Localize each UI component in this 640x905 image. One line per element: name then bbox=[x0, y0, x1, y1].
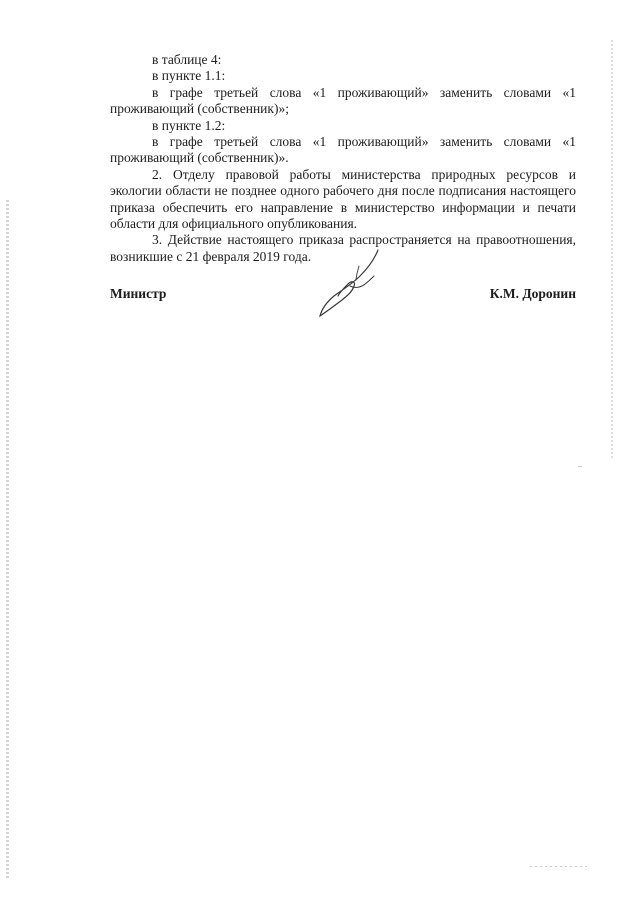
scan-speck bbox=[578, 466, 582, 467]
scan-edge-left bbox=[6, 200, 9, 880]
paragraph-item-1-1-change: в графе третьей слова «1 проживающий» заменить словами «1 проживающий (собственник)»; bbox=[110, 84, 576, 117]
signature-block bbox=[110, 286, 576, 306]
paragraph-item-1-2-change: в графе третьей слова «1 проживающий» заменить словами «1 проживающий (собственник)». bbox=[110, 134, 576, 166]
document-body bbox=[110, 52, 576, 265]
handwritten-signature bbox=[312, 246, 392, 322]
paragraph-item-1-1: в пункте 1.1: bbox=[152, 68, 226, 84]
signatory-title: Министр bbox=[110, 286, 167, 301]
signatory-name: К.М. Доронин bbox=[489, 286, 576, 301]
scan-edge-right bbox=[611, 40, 613, 460]
scan-speck bbox=[530, 866, 590, 867]
paragraph-item-1-2: в пункте 1.2: bbox=[152, 117, 226, 133]
paragraph-table-4: в таблице 4: bbox=[152, 52, 222, 67]
paragraph-clause-3: 3. Действие настоящего приказа распространяется на правоотношения, возникшие с 21 февраля 2019 года. bbox=[110, 232, 576, 264]
paragraph-clause-2: 2. Отделу правовой работы министерства природных ресурсов и экологии области не позднее одного рабочего дня после подписания настоящего приказа обеспечить его направление в министерство информации и печати области для официального опубликования. bbox=[110, 166, 576, 232]
